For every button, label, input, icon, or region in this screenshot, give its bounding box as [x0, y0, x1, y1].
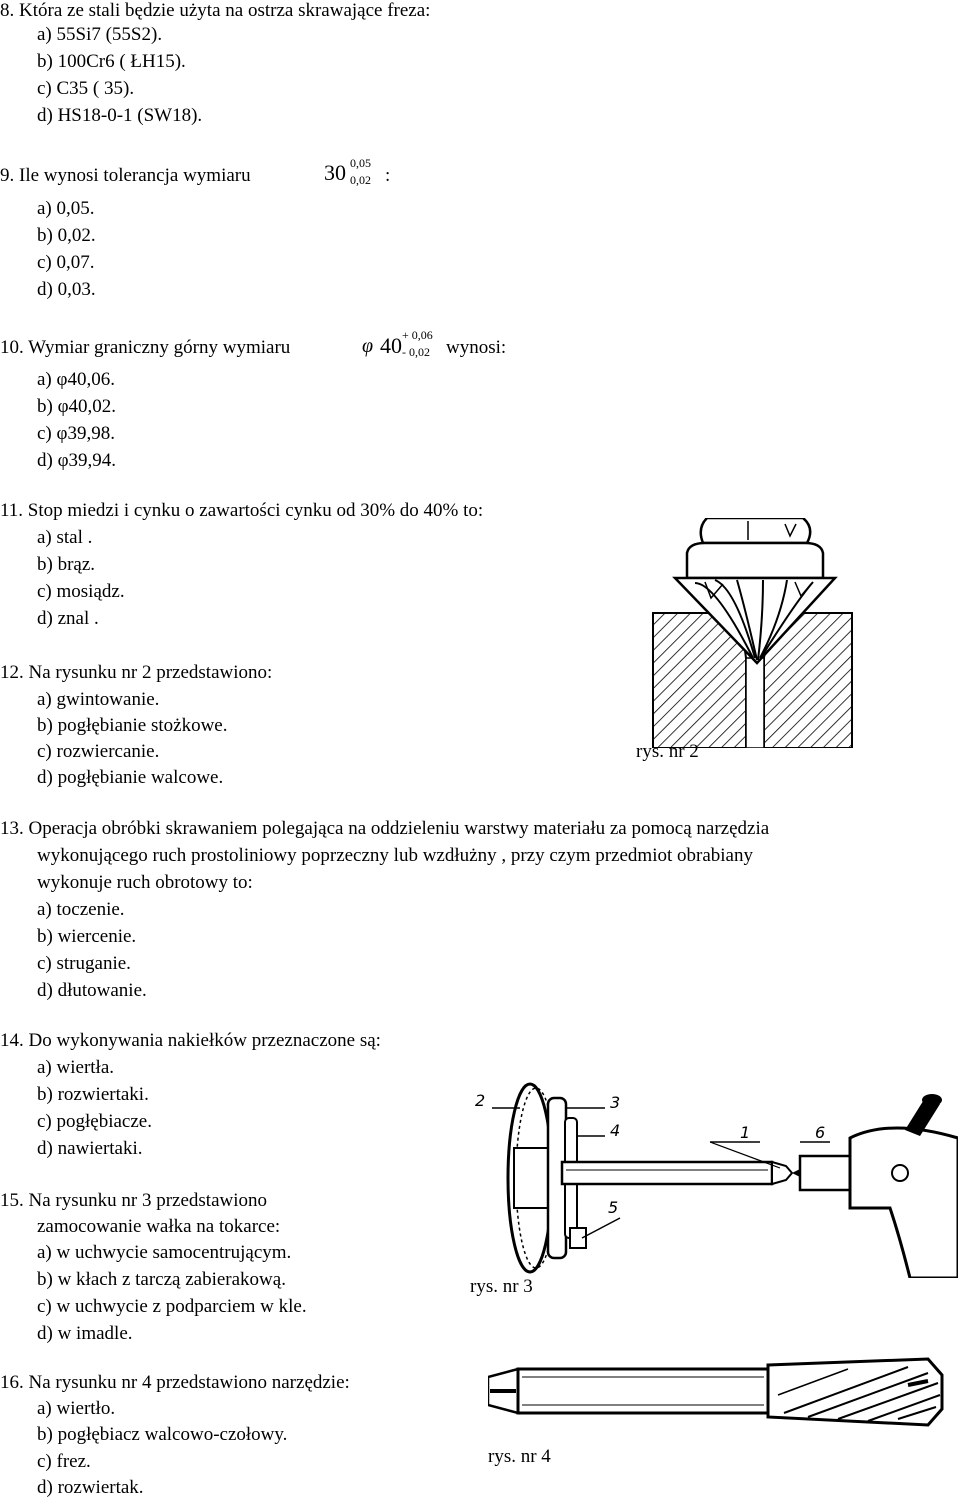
option-9a: a) 0,05. [37, 198, 95, 219]
option-11c: c) mosiądz. [37, 581, 125, 602]
option-10c: c) φ39,98. [37, 423, 115, 444]
option-12c: c) rozwiercanie. [37, 741, 160, 762]
question-15-line-1: 15. Na rysunku nr 3 przedstawiono [0, 1190, 268, 1211]
label-2: 2 [475, 1091, 486, 1110]
label-1: 1 [740, 1123, 751, 1142]
lathe-centers-figure [470, 1078, 958, 1278]
option-13c: c) struganie. [37, 953, 131, 974]
phi-symbol: φ [362, 335, 374, 357]
option-15c: c) w uchwycie z podparciem w kle. [37, 1296, 307, 1317]
option-10a: a) φ40,06. [37, 369, 115, 390]
option-14b: b) rozwiertaki. [37, 1084, 149, 1105]
option-16b: b) pogłębiacz walcowo-czołowy. [37, 1424, 288, 1445]
option-8a: a) 55Si7 (55S2). [37, 24, 163, 45]
option-14d: d) nawiertaki. [37, 1138, 143, 1159]
option-12a: a) gwintowanie. [37, 689, 160, 710]
question-12: 12. Na rysunku nr 2 przedstawiono: [0, 662, 273, 683]
question-13-line-3: wykonuje ruch obrotowy to: [37, 872, 253, 893]
question-13-line-2: wykonującego ruch prostoliniowy poprzeczny lub wzdłużny , przy czym przedmiot obrabiany [37, 845, 753, 866]
option-13b: b) wiercenie. [37, 926, 137, 947]
option-11b: b) brąz. [37, 554, 96, 575]
tolerance-lower: 0,02 [350, 173, 371, 187]
option-14c: c) pogłębiacze. [37, 1111, 152, 1132]
option-8d: d) HS18-0-1 (SW18). [37, 105, 203, 126]
option-12b: b) pogłębianie stożkowe. [37, 715, 228, 736]
question-14: 14. Do wykonywania nakiełków przeznaczone są: [0, 1030, 381, 1051]
option-9b: b) 0,02. [37, 225, 96, 246]
question-10-suffix: wynosi: [446, 337, 507, 358]
dimension-nominal: 40 [380, 333, 402, 358]
option-15d: d) w imadle. [37, 1323, 133, 1344]
option-8c: c) C35 ( 35). [37, 78, 135, 99]
option-16d: d) rozwiertak. [37, 1477, 144, 1498]
question-8: 8. Która ze stali będzie użyta na ostrza skrawające freza: [0, 0, 431, 21]
option-16a: a) wiertło. [37, 1398, 116, 1419]
option-10b: b) φ40,02. [37, 396, 117, 417]
question-13-line-1: 13. Operacja obróbki skrawaniem polegająca na oddzieleniu warstwy materiału za pomocą narzędzia [0, 818, 770, 839]
reamer-figure [488, 1355, 948, 1435]
option-10d: d) φ39,94. [37, 450, 117, 471]
label-5: 5 [608, 1198, 619, 1217]
question-16: 16. Na rysunku nr 4 przedstawiono narzędzie: [0, 1372, 350, 1393]
figure-3-caption: rys. nr 3 [470, 1276, 533, 1297]
option-11d: d) znal . [37, 608, 99, 629]
option-13a: a) toczenie. [37, 899, 125, 920]
question-11: 11. Stop miedzi i cynku o zawartości cynku od 30% do 40% to: [0, 500, 484, 521]
option-15b: b) w kłach z tarczą zabierakową. [37, 1269, 286, 1290]
option-16c: c) frez. [37, 1451, 91, 1472]
option-15a: a) w uchwycie samocentrującym. [37, 1242, 292, 1263]
option-8b: b) 100Cr6 ( ŁH15). [37, 51, 186, 72]
figure-2-caption: rys. nr 2 [636, 741, 699, 762]
option-14a: a) wiertła. [37, 1057, 115, 1078]
question-9: 9. Ile wynosi tolerancja wymiaru [0, 165, 251, 186]
question-10: 10. Wymiar graniczny górny wymiaru [0, 337, 291, 358]
tolerance-colon: : [385, 165, 391, 186]
option-9c: c) 0,07. [37, 252, 95, 273]
tolerance-nominal: 30 [324, 160, 346, 185]
option-11a: a) stal . [37, 527, 93, 548]
dimension-lower: - 0,02 [402, 345, 430, 359]
tolerance-upper: 0,05 [350, 156, 371, 170]
option-13d: d) dłutowanie. [37, 980, 147, 1001]
option-9d: d) 0,03. [37, 279, 96, 300]
label-3: 3 [610, 1093, 621, 1112]
question-15-line-2: zamocowanie wałka na tokarce: [37, 1216, 281, 1237]
label-6: 6 [815, 1123, 826, 1142]
label-4: 4 [610, 1121, 621, 1140]
option-12d: d) pogłębianie walcowe. [37, 767, 224, 788]
countersink-figure [645, 518, 860, 748]
figure-4-caption: rys. nr 4 [488, 1446, 551, 1467]
dimension-upper: + 0,06 [402, 328, 433, 342]
